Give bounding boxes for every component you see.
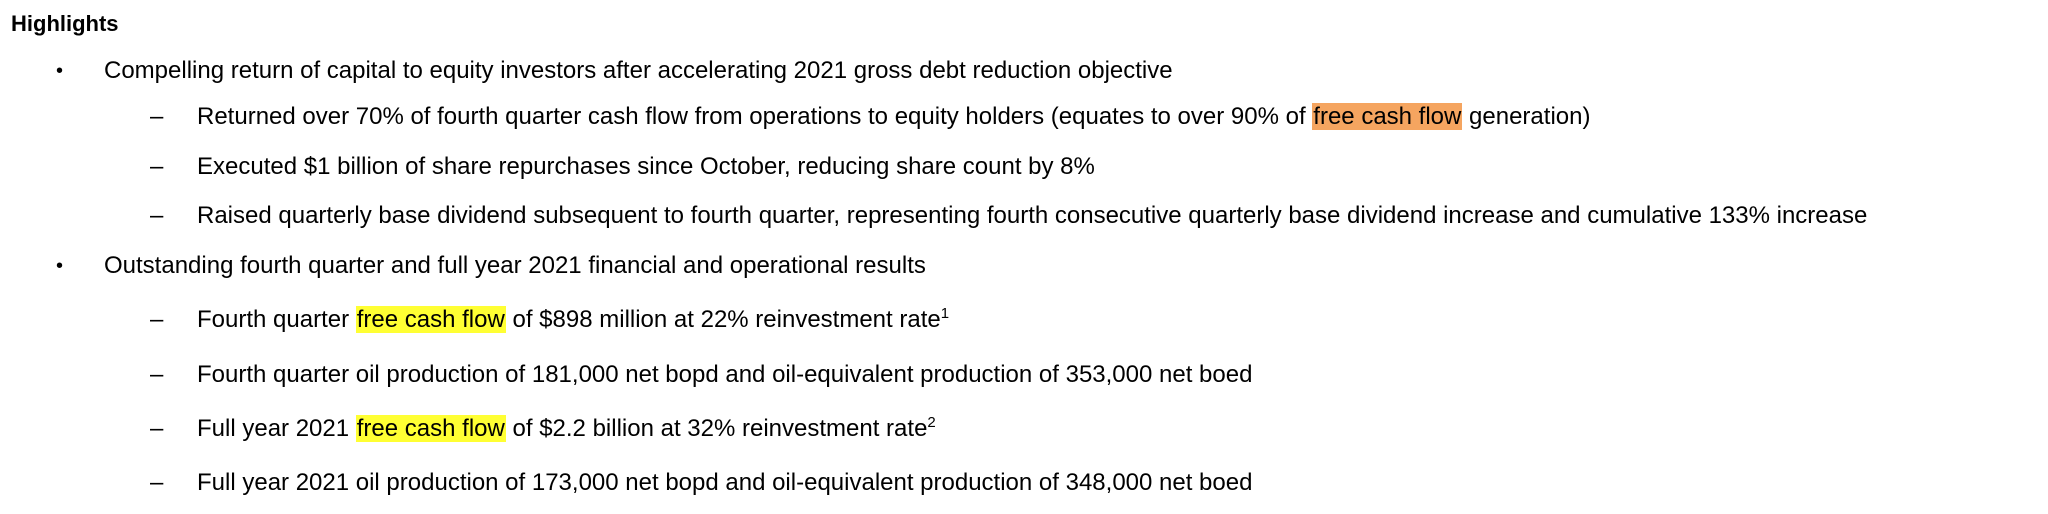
- dash-marker: –: [150, 469, 164, 496]
- dash-marker: –: [150, 361, 164, 388]
- sub-item-text: [197, 101, 1590, 133]
- dash-marker: –: [150, 153, 164, 180]
- sub-item-text: Full year 2021 oil production of 173,000 net bopd and oil-equivalent production of 348,000 net boed: [197, 469, 1253, 496]
- bullet-marker: •: [56, 255, 64, 277]
- bullet-text: Compelling return of capital to equity investors after accelerating 2021 gross debt reduction objective: [104, 57, 1173, 84]
- dash-marker: –: [150, 415, 164, 442]
- sub-item-text: Executed $1 billion of share repurchases since October, reducing share count by 8%: [197, 153, 1095, 180]
- dash-marker: –: [150, 202, 164, 229]
- dash-marker: –: [150, 103, 164, 130]
- sub-item-text-after: of $2.2 billion at 32% reinvestment rate: [505, 415, 928, 442]
- section-heading: Highlights: [11, 11, 119, 36]
- sub-item-text-before: Full year 2021: [197, 415, 356, 442]
- highlighted-phrase: free cash flow: [1313, 103, 1462, 130]
- sub-item-text-before: Returned over 70% of fourth quarter cash flow from operations to equity holders (equates to over 90% of: [197, 103, 1313, 130]
- sub-item-text: [197, 304, 949, 336]
- sub-item-text-before: Fourth quarter: [197, 306, 356, 333]
- highlighted-phrase: free cash flow: [356, 306, 505, 333]
- sub-item-text-after: generation): [1462, 103, 1591, 130]
- bullet-marker: •: [56, 60, 64, 82]
- sub-item-text: Fourth quarter oil production of 181,000 net bopd and oil-equivalent production of 353,000 net boed: [197, 361, 1253, 388]
- footnote-marker: 2: [927, 414, 936, 431]
- footnote-marker: 1: [940, 305, 950, 322]
- sub-item-text-after: of $898 million at 22% reinvestment rate: [505, 306, 941, 333]
- dash-marker: –: [150, 306, 164, 333]
- highlighted-phrase: free cash flow: [356, 415, 505, 442]
- bullet-text: Outstanding fourth quarter and full year 2021 financial and operational results: [104, 252, 926, 279]
- sub-item-text: Raised quarterly base dividend subsequent to fourth quarter, representing fourth consecutive quarterly base dividend increase and cumulative 133% increase: [197, 202, 1868, 229]
- sub-item-text: [197, 413, 936, 445]
